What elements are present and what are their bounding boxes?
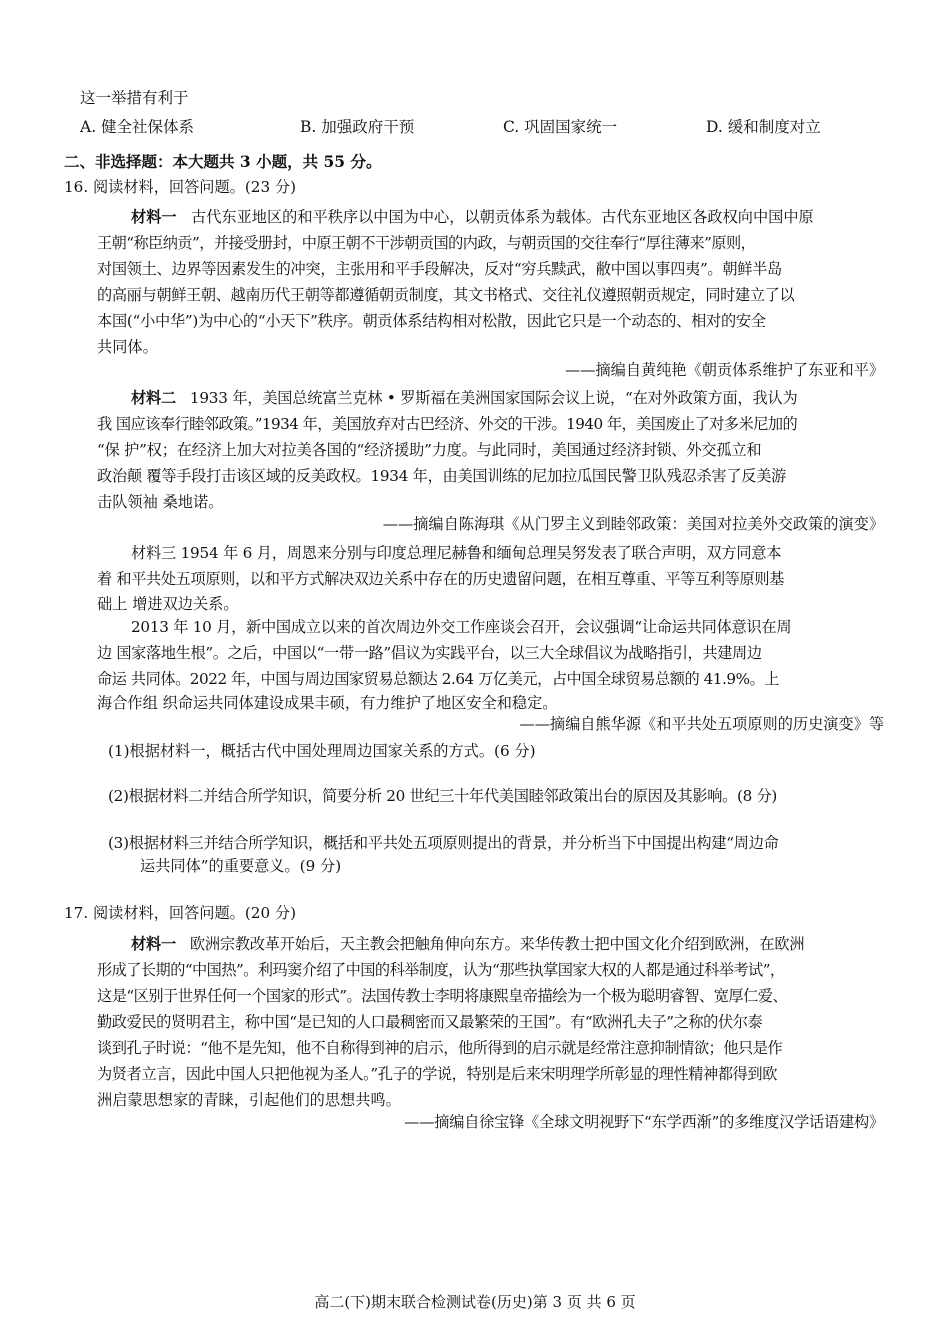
q17-m1-line-5: 谈到孔子时说：“他不是先知，他不自称得到神的启示，他所得到的启示就是经常注意抑制情欲；他只是作 (97, 1039, 783, 1057)
q16-m3-source: ——摘编自熊华源《和平共处五项原则的历史演变》等 (519, 715, 884, 733)
q16-m1-line-2: 王朝“称臣纳贡”，并接受册封，中原王朝不干涉朝贡国的内政，与朝贡国的交往奉行“厚往薄来”原则， (97, 234, 756, 252)
page-footer: 高二(下)期末联合检测试卷(历史)第 3 页 共 6 页 (314, 1293, 636, 1311)
q16-sub-question-1: (1)根据材料一，概括古代中国处理周边国家关系的方式。(6 分) (108, 742, 536, 760)
q17-m1-line-3: 这是“区别于世界任何一个国家的形式”。法国传教士李明将康熙皇帝描绘为一个极为聪明睿智、宽厚仁爱、 (97, 987, 788, 1005)
q15-option-c: C. 巩固国家统一 (503, 118, 618, 136)
q16-m2-label: 材料二 (131, 389, 176, 407)
q16-m1-line-5: 本国(“小中华”)为中心的“小天下”秩序。朝贡体系结构相对松散，因此它只是一个动态的、相对的安全 (97, 312, 766, 330)
q16-m1-label: 材料一 (131, 208, 177, 226)
q17-m1-line-2: 形成了长期的“中国热”。利玛窦介绍了中国的科举制度，认为“那些执掌国家大权的人都是通过科举考试”， (97, 961, 785, 979)
q16-m3-line-5: 边 国家落地生根”。之后，中国以“一带一路”倡议为实践平台，以三大全球倡议为战略指引，共建周边 (97, 644, 762, 662)
q16-sub-question-3: (3)根据材料三并结合所学知识，概括和平共处五项原则提出的背景，并分析当下中国提出构建“周边命 (108, 834, 779, 852)
q16-m3-line-1: 材料三 1954 年 6 月，周恩来分别与印度总理尼赫鲁和缅甸总理吴努发表了联合声明，双方同意本 (131, 544, 782, 562)
q16-m3-line-7: 海合作组 织命运共同体建设成果丰硕，有力维护了地区安全和稳定。 (97, 694, 558, 712)
q16-m1-line-1: 材料一 古代东亚地区的和平秩序以中国为中心，以朝贡体系为载体。古代东亚地区各政权向中国中原 (131, 208, 814, 226)
q17-m1-line-4: 勤政爱民的贤明君主，称中国“是已知的人口最稠密而又最繁荣的王国”。有“欧洲孔夫子”之称的伏尔泰 (97, 1013, 763, 1031)
q15-stem: 这一举措有利于 (80, 89, 189, 107)
q16-title: 16. 阅读材料，回答问题。(23 分) (64, 178, 297, 196)
q16-sub-question-2: (2)根据材料二并结合所学知识，简要分析 20 世纪三十年代美国睦邻政策出台的原因及其影响。(8 分) (108, 787, 778, 805)
q16-m1-line-4: 的高丽与朝鲜王朝、越南历代王朝等都遵循朝贡制度，其文书格式、交往礼仪遵照朝贡规定，同时建立了以 (97, 286, 795, 304)
q16-m3-line-6: 命运 共同体。2022 年，中国与周边国家贸易总额达 2.64 万亿美元，占中国全球贸易总额的 41.9%。上 (97, 670, 780, 688)
q17-m1-source: ——摘编自徐宝锋《全球文明视野下“东学西渐”的多维度汉学话语建构》 (404, 1113, 884, 1131)
q16-m3-line-4: 2013 年 10 月，新中国成立以来的首次周边外交工作座谈会召开，会议强调“让命运共同体意识在周 (131, 618, 792, 636)
q17-m1-line-6: 为贤者立言，因此中国人只把他视为圣人。”孔子的学说，特别是后来宋明理学所彰显的理性精神都得到欧 (97, 1065, 777, 1083)
q16-m2-line-2: 我 国应该奉行睦邻政策。”1934 年，美国放弃对古巴经济、外交的干涉。1940 年，美国废止了对多米尼加的 (97, 415, 798, 433)
q17-m1-label: 材料一 (131, 935, 176, 953)
q15-option-b: B. 加强政府干预 (300, 118, 415, 136)
section-heading: 二、非选择题：本大题共 3 小题，共 55 分。 (64, 152, 382, 171)
q17-title: 17. 阅读材料，回答问题。(20 分) (64, 904, 297, 922)
q16-m2-line-4: 政治颠 覆等手段打击该区域的反美政权。1934 年，由美国训练的尼加拉瓜国民警卫队残忍杀害了反美游 (97, 467, 787, 485)
q15-option-d: D. 缓和制度对立 (706, 118, 821, 136)
q16-m2-line-5: 击队领袖 桑地诺。 (97, 493, 224, 511)
q15-option-a: A. 健全社保体系 (80, 118, 195, 136)
q17-m1-line-7: 洲启蒙思想家的青睐，引起他们的思想共鸣。 (97, 1091, 401, 1109)
q16-m1-line-6: 共同体。 (97, 338, 158, 356)
q16-m2-line-1: 材料二 1933 年，美国总统富兰克林 • 罗斯福在美洲国家国际会议上说，“在对外政策方面，我认为 (131, 389, 798, 407)
q16-m1-line-3: 对国领土、边界等因素发生的冲突，主张用和平手段解决，反对“穷兵黩武，敝中国以事四夷”。朝鲜半岛 (97, 260, 782, 278)
q16-m2-source: ——摘编自陈海琪《从门罗主义到睦邻政策：美国对拉美外交政策的演变》 (382, 515, 884, 533)
q16-m1-source: ——摘编自黄纯艳《朝贡体系维护了东亚和平》 (565, 361, 884, 379)
q16-m3-line-2: 着 和平共处五项原则，以和平方式解决双边关系中存在的历史遗留问题，在相互尊重、平等互利等原则基 (97, 570, 785, 588)
q17-m1-line-1: 材料一 欧洲宗教改革开始后，天主教会把触角伸向东方。来华传教士把中国文化介绍到欧洲，在欧洲 (131, 935, 805, 953)
q16-m3-line-3: 础上 增进双边关系。 (97, 595, 239, 613)
q16-m2-line-3: “保 护”权；在经济上加大对拉美各国的“经济援助”力度。与此同时，美国通过经济封锁、外交孤立和 (97, 441, 762, 459)
q16-sub-question-3-cont: 运共同体”的重要意义。(9 分) (140, 857, 342, 875)
